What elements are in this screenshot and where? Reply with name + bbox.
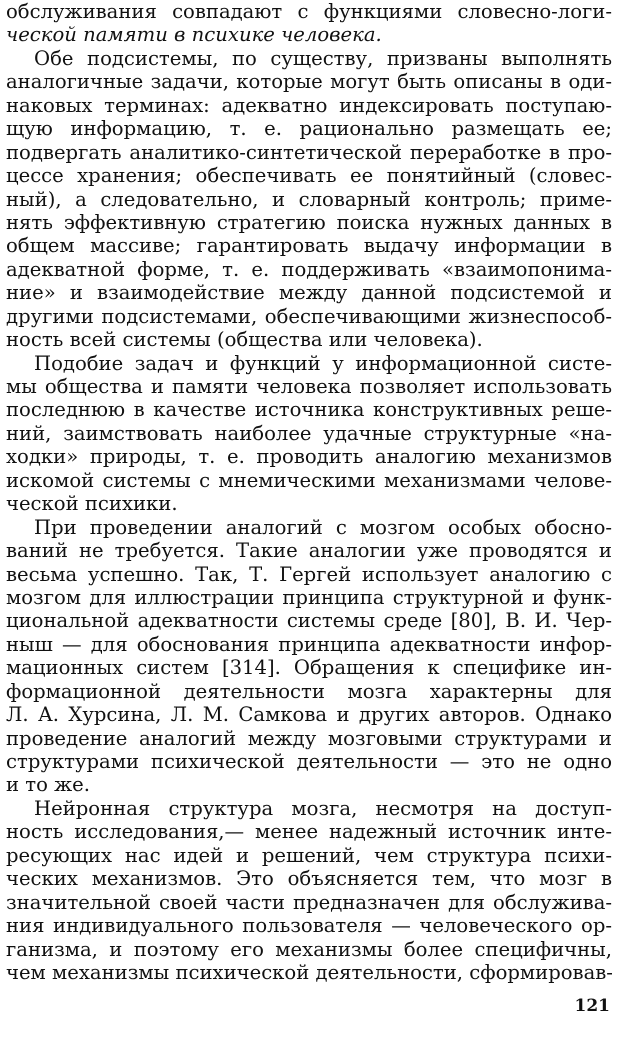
text-line: другими подсистемами, обеспечивающими жизнеспособ- <box>6 304 612 328</box>
text-line: мационных систем [314]. Обращения к специфике ин- <box>6 656 612 680</box>
text-line: наковых терминах: адекватно индексировать поступаю- <box>6 93 612 117</box>
text-line: последнюю в качестве источника конструктивных реше- <box>6 398 612 422</box>
text-line: чем механизмы психической деятельности, сформировав- <box>6 960 613 984</box>
text-line: ческих механизмов. Это объясняется тем, что мозг в <box>6 867 612 891</box>
text-line: обслуживания совпадают с функциями словесно-логи- <box>6 0 612 23</box>
text-line: ганизма, и поэтому его механизмы более специфичны, <box>6 937 612 961</box>
text-line: ныш — для обоснования принципа адекватности инфор- <box>6 632 612 656</box>
text-line: мы общества и памяти человека позволяет использовать <box>6 375 612 398</box>
text-line: весьма успешно. Так, Т. Гергей использует аналогию с <box>6 562 612 586</box>
text-line: структурами психической деятельности — это не одно <box>6 750 612 773</box>
text-line: ность исследования,— менее надежный источник инте- <box>6 820 612 844</box>
text-line: ность всей системы (общества или человека). <box>6 328 483 352</box>
page-number: 121 <box>574 996 610 1016</box>
text-line: При проведении аналогий с мозгом особых обосно- <box>34 515 612 539</box>
text-line: цессе хранения; обеспечивать ее понятийный (словес- <box>6 164 612 188</box>
body-text <box>6 0 612 984</box>
text-line: ние» и взаимодействие между данной подсистемой и <box>6 281 612 305</box>
text-line: проведение аналогий между мозговыми структурами и <box>6 726 612 750</box>
text-line: ный), а следовательно, и словарный контроль; приме- <box>6 187 612 211</box>
text-line: нять эффективную стратегию поиска нужных данных в <box>6 210 612 234</box>
text-line: искомой системы с мнемическими механизмами челове- <box>6 468 612 492</box>
text-line: ния индивидуального пользователя — человеческого ор- <box>6 914 612 938</box>
text-line: Подобие задач и функций у информационной систе- <box>34 351 612 375</box>
text-line: мозгом для иллюстрации принципа структурной и функ- <box>6 585 612 609</box>
text-line: подвергать аналитико-синтетической переработке в про- <box>6 140 612 164</box>
text-line: аналогичные задачи, которые могут быть описаны в оди- <box>6 70 612 94</box>
text-line: ходки» природы, т. е. проводить аналогию механизмов <box>6 445 612 469</box>
text-line: ческой памяти в психике человека. <box>6 23 382 47</box>
text-line: и то же. <box>6 773 91 797</box>
text-line: щую информацию, т. е. рационально размещать ее; <box>6 117 612 141</box>
text-line: ческой психики. <box>6 492 178 516</box>
text-line: адекватной форме, т. е. поддерживать «взаимопонима- <box>6 257 612 281</box>
text-line: формационной деятельности мозга характерны для <box>6 679 612 703</box>
text-line: Л. А. Хурсина, Л. М. Самкова и других авторов. Однако <box>6 703 612 727</box>
text-line: значительной своей части предназначен для обслужива- <box>6 890 612 914</box>
text-line: Обе подсистемы, по существу, призваны выполнять <box>34 46 612 70</box>
text-line: Нейронная структура мозга, несмотря на доступ- <box>34 796 612 820</box>
text-line: ний, заимствовать наиболее удачные структурные «на- <box>6 421 612 445</box>
text-line: циональной адекватности системы среде [80], В. И. Чер- <box>6 609 612 633</box>
text-line: общем массиве; гарантировать выдачу информации в <box>6 234 612 258</box>
text-line: ресующих нас идей и решений, чем структура психи- <box>6 843 612 867</box>
text-line: ваний не требуется. Такие аналогии уже проводятся и <box>6 539 612 563</box>
